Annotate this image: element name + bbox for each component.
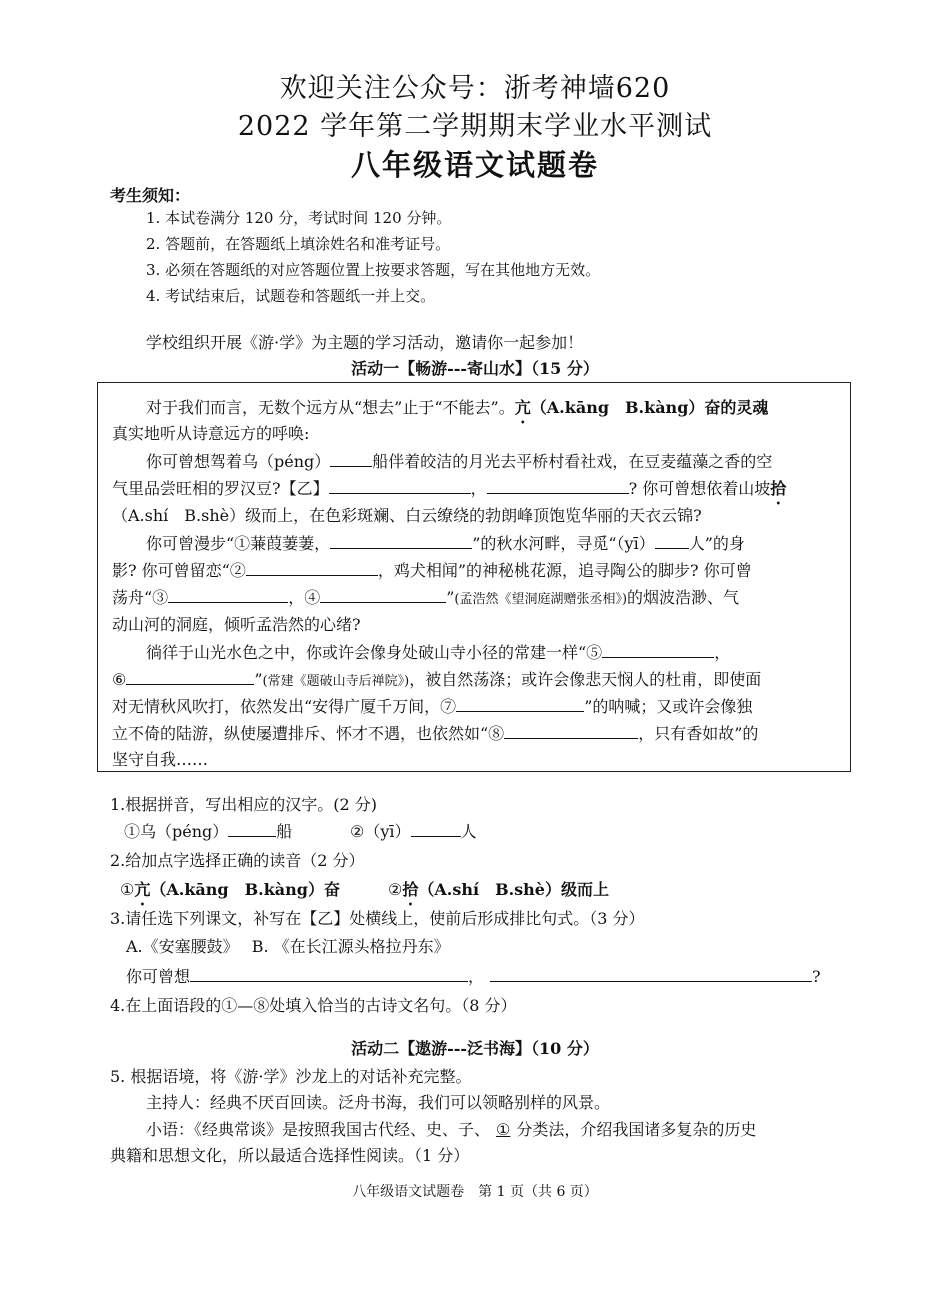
answer-blank[interactable] <box>330 450 372 467</box>
promo-heading: 欢迎关注公众号：浙考神墙620 <box>279 73 671 104</box>
notice-item: 1. 本试卷满分 120 分，考试时间 120 分钟。 <box>146 209 452 227</box>
notice-item: 4. 考试结束后，试题卷和答题纸一并上交。 <box>146 287 436 305</box>
notice-item: 2. 答题前，在答题纸上填涂姓名和准考证号。 <box>146 235 451 253</box>
passage-line-6: 你可曾漫步“①蒹葭萋萋， ”的秋水河畔，寻觅“（yī） 人”的身 <box>146 534 745 553</box>
notice-title: 考生须知： <box>110 186 191 205</box>
xiaoyu-line-1: 小语：《经典常谈》是按照我国古代经、史、子、 ① 分类法，介绍我国诸多复杂的历史 <box>146 1120 757 1139</box>
passage-line-12: 对无情秋风吹打，依然发出“安得广厦千万间，⑦ ”的呐喊；又或许会像独 <box>112 697 753 716</box>
passage-line-2: 真实地听从诗意远方的呼唤: <box>112 424 310 443</box>
answer-blank[interactable] <box>329 477 471 494</box>
host-line: 主持人：经典不厌百回读。泛舟书海，我们可以领略别样的风景。 <box>146 1093 611 1112</box>
source-note: (孟浩然《望洞庭湖赠张丞相》) <box>454 592 628 607</box>
answer-blank[interactable] <box>411 820 461 837</box>
passage-box <box>97 382 851 772</box>
source-note: (常建《题破山寺后禅院》) <box>262 674 410 689</box>
passage-line-9: 动山河的洞庭，倾听孟浩然的心绪? <box>112 615 361 634</box>
passage-line-13: 立不倚的陆游，纵使屡遭排斥、怀才不遇，也依然如“⑧ ，只有香如故”的 <box>112 724 759 743</box>
notice-item: 3. 必须在答题纸的对应答题位置上按要求答题，写在其他地方无效。 <box>146 261 601 279</box>
page-footer: 八年级语文试题卷 第 1 页（共 6 页） <box>352 1184 598 1200</box>
dotted-char: 拾 <box>402 880 419 899</box>
answer-blank[interactable] <box>126 668 254 685</box>
passage-line-14: 坚守自我…… <box>112 750 209 769</box>
passage-line-5: （A.shí B.shè）级而上，在色彩斑斓、白云缭绕的勃朗峰顶饱览华丽的天衣云锦? <box>112 506 702 525</box>
answer-blank[interactable] <box>168 586 288 603</box>
passage-line-11: ⑥ ”(常建《题破山寺后禅院》)，被自然荡涤；或许会像悲天悯人的杜甫，即使面 <box>112 670 762 689</box>
paper-title: 八年级语文试题卷 <box>350 148 599 182</box>
activity1-title: 活动一【畅游---寄山水】（15 分） <box>351 359 599 378</box>
answer-blank[interactable] <box>228 820 276 837</box>
answer-blank[interactable] <box>504 722 638 739</box>
dotted-char: 亢 <box>134 880 151 899</box>
passage-line-10: 徜徉于山光水色之中，你或许会像身处破山寺小径的常建一样“⑤ ， <box>146 643 731 662</box>
answer-blank[interactable] <box>487 477 629 494</box>
answer-blank[interactable] <box>246 559 378 576</box>
answer-blank[interactable] <box>490 965 812 982</box>
question-3-stem: 3.请任选下列课文，补写在【乙】处横线上，使前后形成排比句式。（3 分） <box>110 909 645 928</box>
question-3-options: A.《安塞腰鼓》 B. 《在长江源头格拉丹东》 <box>126 937 450 956</box>
passage-line-4: 气里品尝旺相的罗汉豆?【乙】 ， ? 你可曾想依着山坡拾 <box>112 479 787 498</box>
question-1-item-b: ②（yī） 人 <box>350 822 477 841</box>
answer-blank[interactable] <box>655 532 689 549</box>
dotted-char: 拾 <box>770 479 787 498</box>
question-1-item-a: ①乌（péng） 船 <box>124 822 293 841</box>
answer-blank[interactable] <box>456 695 584 712</box>
question-2-stem: 2.给加点字选择正确的读音（2 分） <box>110 851 365 870</box>
question-1-stem: 1.根据拼音，写出相应的汉字。(2 分) <box>110 795 378 814</box>
xiaoyu-line-2: 典籍和思想文化，所以最适合选择性阅读。（1 分） <box>110 1146 470 1165</box>
answer-blank[interactable] <box>190 965 468 982</box>
exam-name: 2022 学年第二学期期末学业水平测试 <box>237 111 713 142</box>
passage-line-7: 影? 你可曾留恋“② ，鸡犬相闻”的神秘桃花源，追寻陶公的脚步? 你可曾 <box>112 561 752 580</box>
answer-blank[interactable] <box>602 641 714 658</box>
passage-line-8: 荡舟“③ ，④ ”(孟浩然《望洞庭湖赠张丞相》)的烟波浩渺、气 <box>112 588 740 607</box>
question-5-stem: 5. 根据语境，将《游·学》沙龙上的对话补充完整。 <box>110 1067 472 1086</box>
question-3-answer-line: 你可曾想 ， ? <box>126 967 821 986</box>
passage-line-3: 你可曾想驾着乌（péng） 船伴着皎洁的月光去平桥村看社戏，在豆麦蕴藻之香的空 <box>146 452 773 471</box>
question-4-stem: 4.在上面语段的①—⑧处填入恰当的古诗文名句。（8 分） <box>110 996 517 1015</box>
question-2-item-b: ②拾（A.shí B.shè）级而上 <box>388 880 609 899</box>
question-2-item-a: ①亢（A.kāng B.kàng）奋 <box>120 880 340 899</box>
answer-blank[interactable] <box>330 532 472 549</box>
answer-blank[interactable]: ① <box>496 1120 511 1139</box>
activity2-title: 活动二【遨游---泛书海】（10 分） <box>351 1039 599 1058</box>
passage-line-1: 对于我们而言，无数个远方从“想去”止于“不能去”。亢（A.kāng B.kàng）奋的灵魂 <box>146 398 769 417</box>
answer-blank[interactable] <box>320 586 446 603</box>
dotted-char: 亢 <box>514 398 531 417</box>
intro-text: 学校组织开展《游·学》为主题的学习活动，邀请你一起参加！ <box>146 333 584 352</box>
